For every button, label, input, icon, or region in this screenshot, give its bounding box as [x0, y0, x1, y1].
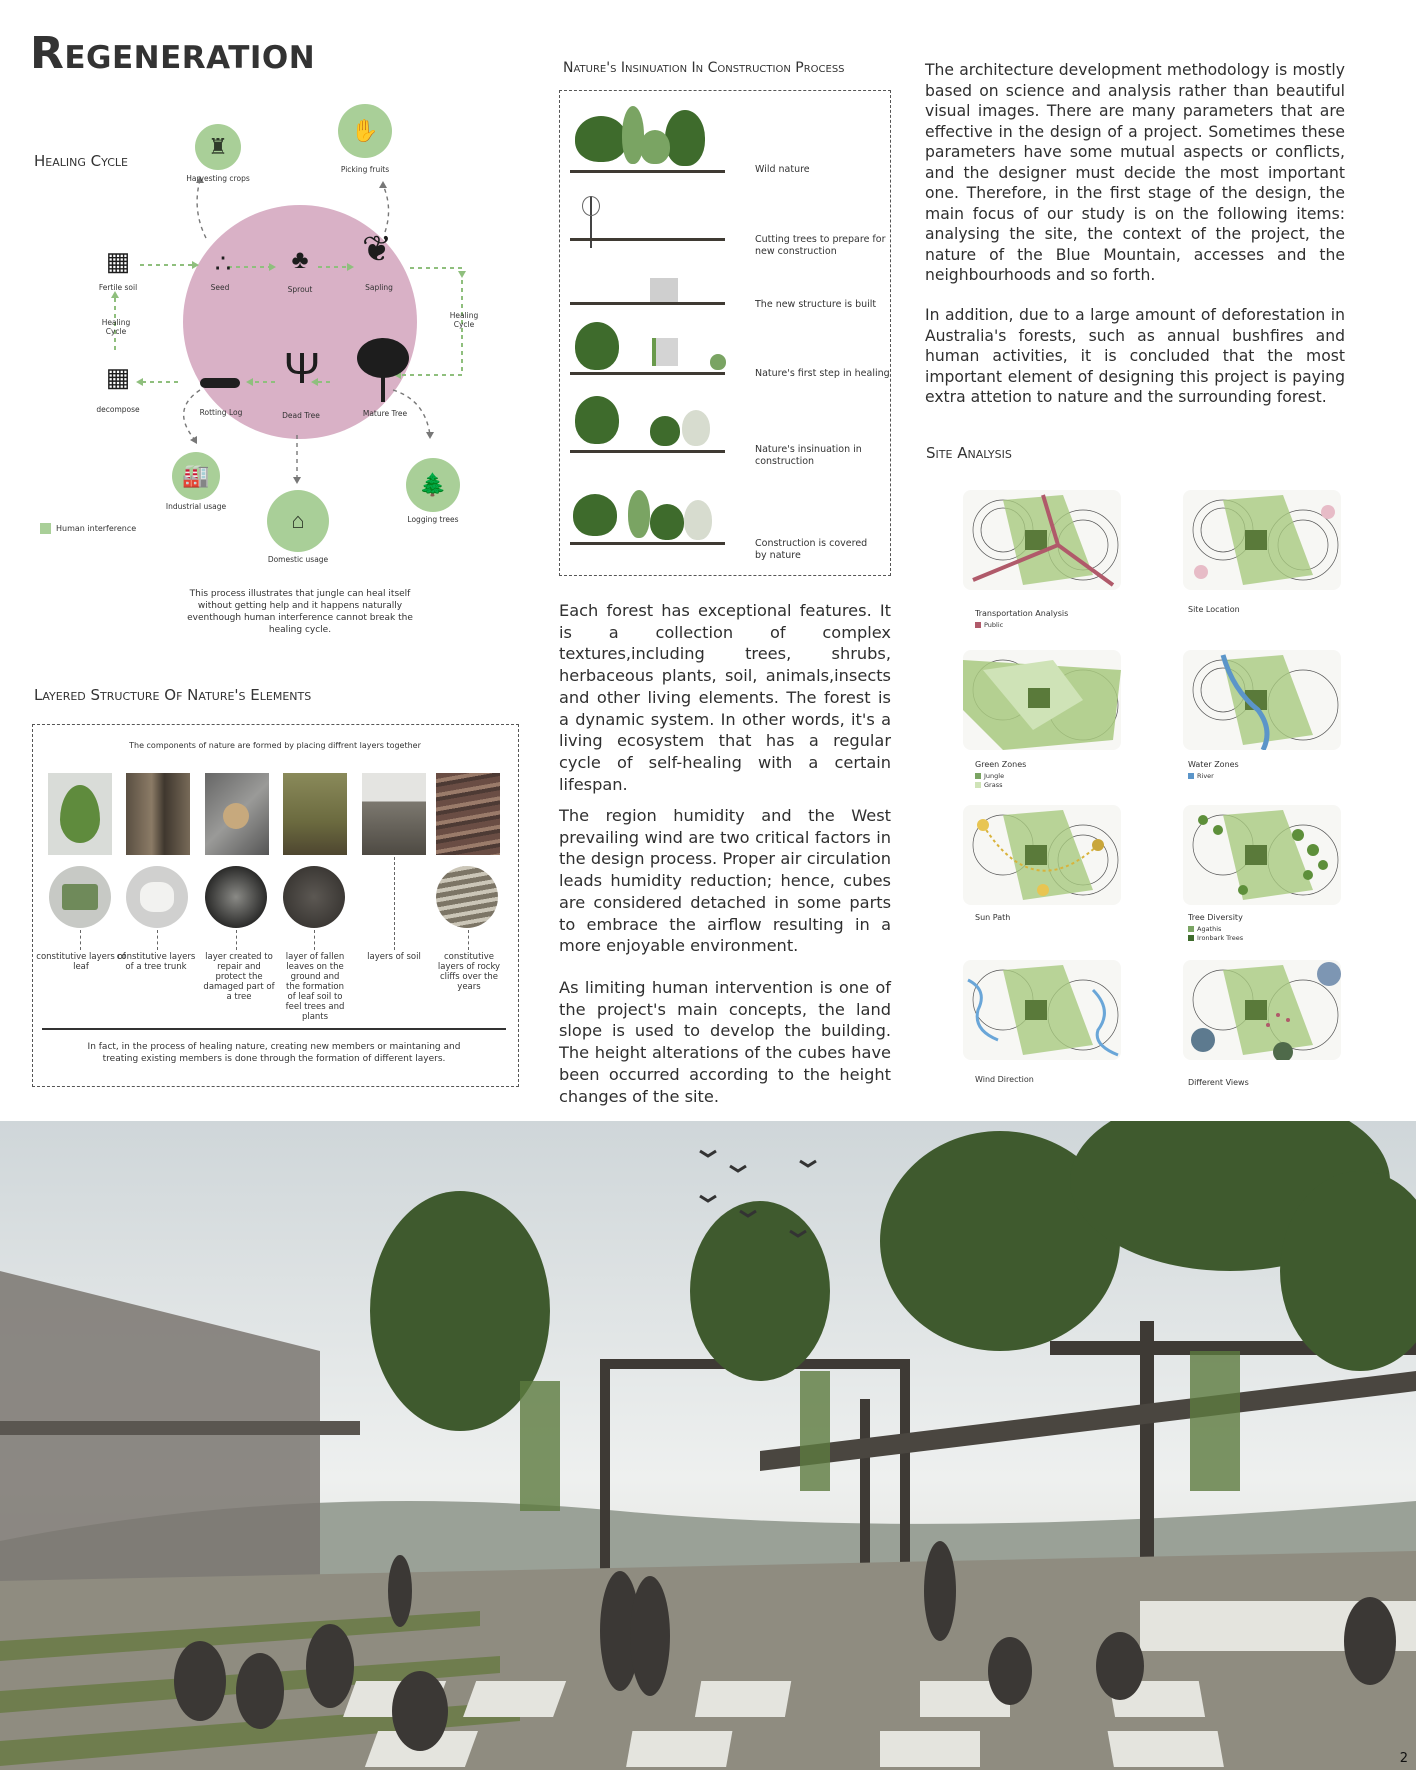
- tree-diversity-map: [1183, 805, 1341, 905]
- map-label: Transportation Analysis: [975, 609, 1069, 618]
- healing-cycle-arrows: [0, 90, 480, 580]
- layers-footer: In fact, in the process of healing nature, creating new members or maintaning and treating existing members is done through the formation of different layers.: [87, 1042, 461, 1064]
- rock-layers-closeup: [436, 866, 498, 928]
- page-title: Regeneration: [30, 28, 316, 79]
- legend-text: Agathis: [1197, 925, 1222, 933]
- legend-text: Public: [984, 621, 1004, 629]
- healing-cycle-left-label: Healing Cycle: [101, 318, 131, 336]
- healing-cycle-right-label: Healing Cycle: [449, 311, 479, 329]
- mature-tree-label: Mature Tree: [362, 409, 408, 418]
- map-legend: [1188, 934, 1243, 942]
- middle-paragraph-3: As limiting human intervention is one of the project's main concepts, the land slope is used to develop the building. The height alterations of the cubes have been occurred according to the height changes of the site.: [559, 978, 891, 1106]
- soil-photo: [362, 773, 426, 855]
- legend-text: Ironbark Trees: [1197, 934, 1244, 942]
- layer-caption: layer of fallen leaves on the ground and the formation of leaf soil to feel trees and plants: [285, 952, 345, 1022]
- different-views-map: [1183, 960, 1341, 1060]
- map-label: Water Zones: [1188, 760, 1239, 769]
- layered-structure-heading: Layered Structure Of Nature's Elements: [34, 686, 312, 704]
- wind-direction-map: [963, 960, 1121, 1060]
- map-legend: [1188, 925, 1221, 933]
- sun-path-map: [963, 805, 1121, 905]
- seed-icon: ∴: [214, 248, 232, 278]
- legend-swatch: [975, 782, 981, 788]
- leaf-soil-closeup: [283, 866, 345, 928]
- tree-wound-closeup: [205, 866, 267, 928]
- map-legend: [975, 772, 1004, 780]
- rock-cliff-photo: [436, 773, 500, 855]
- layers-subtitle: The components of nature are formed by placing diffrent layers together: [129, 741, 421, 750]
- step-label: The new structure is built: [755, 299, 877, 310]
- logging-label: Logging trees: [407, 515, 459, 524]
- page-number: 2: [1399, 1751, 1408, 1766]
- leaf-layer-model: [49, 866, 111, 928]
- step-label: Wild nature: [755, 164, 810, 175]
- industrial-usage-icon: 🏭: [172, 452, 220, 500]
- middle-paragraph-2: The region humidity and the West prevailing wind are two critical factors in the design process. Proper air circulation leads humidity reduction; hence, cubes are considered detached in some parts to embrace the airflow resulting in a more enjoyable environment.: [559, 806, 891, 956]
- layer-connector: [236, 930, 237, 950]
- layer-caption: layers of soil: [367, 952, 421, 962]
- map-label: Tree Diversity: [1188, 913, 1243, 922]
- legend-text: River: [1197, 772, 1214, 780]
- layers-divider: [42, 1028, 506, 1030]
- logging-trees-icon: 🌲: [406, 458, 460, 512]
- sprout-label: Sprout: [287, 285, 313, 294]
- mature-tree-trunk: [381, 372, 385, 402]
- map-label: Sun Path: [975, 913, 1011, 922]
- dead-tree-icon: Ψ: [283, 344, 321, 393]
- domestic-label: Domestic usage: [267, 555, 329, 564]
- decompose-icon: ▦: [105, 362, 131, 392]
- legend-swatch: [1188, 773, 1194, 779]
- site-location-map: [1183, 490, 1341, 590]
- map-label: Different Views: [1188, 1078, 1249, 1087]
- step-label: Nature's first step in healing: [755, 368, 890, 379]
- tree-wound-photo: [205, 773, 269, 855]
- seed-label: Seed: [210, 283, 230, 292]
- domestic-usage-icon: ⌂: [267, 490, 329, 552]
- right-paragraph-2: In addition, due to a large amount of deforestation in Australia's forests, such as annual bushfires and human activities, it is concluded that the most important element of designing this project is paying extra attetion to nature and the surrounding forest.: [925, 306, 1345, 406]
- fertile-soil-label: Fertile soil: [98, 283, 138, 292]
- legend-swatch: [40, 523, 51, 534]
- construction-step-covered: [570, 484, 900, 564]
- picking-fruits-icon: ✋: [338, 104, 392, 158]
- healing-cycle-caption: This process illustrates that jungle can heal itself without getting help and it happens naturally eventhough human interference cannot break the healing cycle.: [187, 589, 413, 635]
- harvesting-label: Harvesting crops: [186, 174, 250, 183]
- map-label: Site Location: [1188, 605, 1240, 614]
- picking-label: Picking fruits: [340, 165, 390, 174]
- legend-swatch: [975, 622, 981, 628]
- legend-label: Human interference: [56, 524, 137, 533]
- water-zones-map: [1183, 650, 1341, 750]
- transportation-map: [963, 490, 1121, 590]
- step-label: Cutting trees to prepare for new construction: [755, 234, 886, 257]
- step-label: Nature's insinuation in construction: [755, 444, 862, 467]
- healing-cycle-heading: Healing Cycle: [34, 152, 128, 170]
- layer-connector: [468, 930, 469, 950]
- leaf-photo: [48, 773, 112, 855]
- sapling-label: Sapling: [365, 283, 393, 292]
- construction-step-insinuation: [570, 392, 900, 472]
- sapling-icon: ❦: [361, 228, 393, 269]
- layer-connector: [80, 930, 81, 950]
- harvesting-crops-icon: ♜: [195, 124, 241, 170]
- layer-connector: [314, 930, 315, 950]
- right-paragraph-1: The architecture development methodology is mostly based on science and analysis rather than beautiful visual images. There are many parameters that are effective in the design of a project. Sometimes these parameters have some mutual aspects or conflicts, and the designer must decide the most important one. Therefore, in the first stage of the design, the main focus of our study is on the following items: analysing the site, the context of the project, the nature of the Blue Mountain, accesses and the neighbourhoods and so forth.: [925, 61, 1345, 284]
- legend-swatch: [975, 773, 981, 779]
- layer-caption: constitutive layers of leaf: [36, 952, 126, 972]
- fertile-soil-icon: ▦: [105, 246, 131, 276]
- green-zones-map: [963, 650, 1121, 750]
- industrial-label: Industrial usage: [165, 502, 227, 511]
- map-legend: [975, 781, 1002, 789]
- trunk-photo: [126, 773, 190, 855]
- layer-connector: [157, 930, 158, 950]
- construction-heading: Nature's Insinuation In Construction Process: [563, 60, 845, 76]
- map-label: Wind Direction: [975, 1075, 1034, 1084]
- layer-caption: constitutive layers of a tree trunk: [116, 952, 196, 972]
- map-label: Green Zones: [975, 760, 1027, 769]
- construction-step-healing: [570, 318, 900, 398]
- rotting-log-label: Rotting Log: [199, 408, 243, 417]
- middle-paragraph-1: Each forest has exceptional features. It is a collection of complex textures,including trees, shrubs, herbaceous plants, soil, animals,insects and other living elements. The forest is a dynamic system. In other words, it's a living ecosystem that has a regular cycle of self-healing with a certain lifespan.: [559, 601, 891, 794]
- layer-caption: layer created to repair and protect the damaged part of a tree: [203, 952, 275, 1002]
- legend-swatch: [1188, 926, 1194, 932]
- dead-tree-label: Dead Tree: [282, 411, 320, 420]
- layer-connector: [394, 857, 395, 950]
- legend-text: Grass: [984, 781, 1003, 789]
- legend-swatch: [1188, 935, 1194, 941]
- sprout-icon: ♣: [291, 244, 309, 274]
- rotting-log-icon: [200, 378, 240, 388]
- construction-step-wild: [570, 100, 900, 180]
- site-analysis-heading: Site Analysis: [926, 444, 1012, 462]
- construction-step-cutting: [570, 188, 900, 268]
- layer-caption: constitutive layers of rocky cliffs over the years: [437, 952, 501, 992]
- legend-text: Jungle: [984, 772, 1005, 780]
- decompose-label: decompose: [96, 405, 140, 414]
- trunk-layer-model: [126, 866, 188, 928]
- map-legend: [975, 621, 1003, 629]
- landscape-rendering: [0, 1121, 1416, 1770]
- map-legend: [1188, 772, 1214, 780]
- step-label: Construction is covered by nature: [755, 538, 868, 561]
- forest-floor-photo: [283, 773, 347, 855]
